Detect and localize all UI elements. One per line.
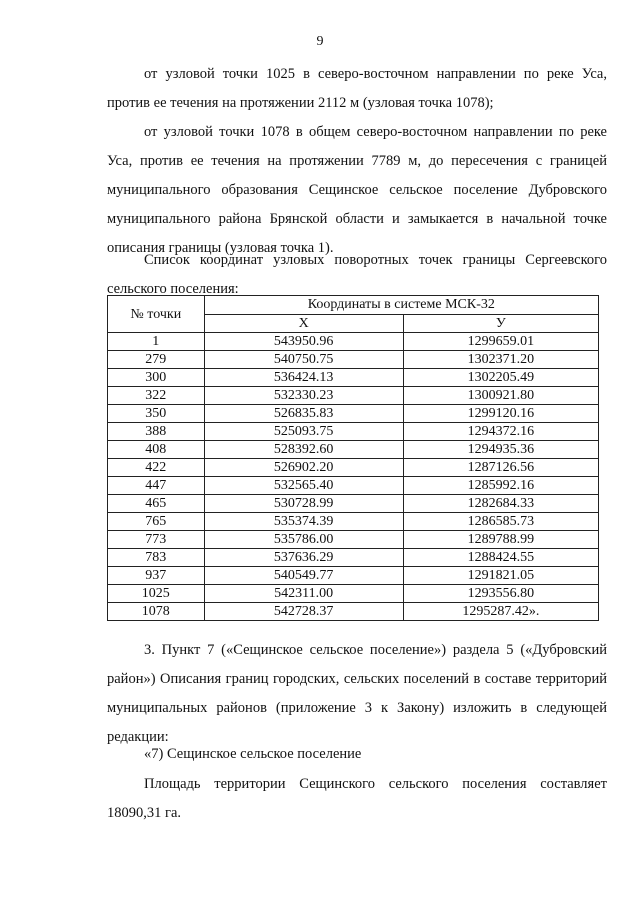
cell-point-number: 773 [108, 531, 205, 549]
cell-x: 532330.23 [204, 387, 403, 405]
cell-point-number: 322 [108, 387, 205, 405]
coordinates-table [107, 295, 599, 621]
paragraph-route-1078: от узловой точки 1078 в общем северо-восточном направлении по реке Уса, против ее течения на протяжении 7789 м, до пересечения с границей муниципального образования Сещинское сельское поселение Дубровского муниципального района Брянской области и замыкается в начальной точке описания границы (узловая точка 1). [107, 124, 607, 256]
cell-x: 540549.77 [204, 567, 403, 585]
cell-x: 526835.83 [204, 405, 403, 423]
paragraph-route-1025: от узловой точки 1025 в северо-восточном направлении по реке Уса, против ее течения на протяжении 2112 м (узловая точка 1078); [107, 66, 607, 111]
cell-point-number: 465 [108, 495, 205, 513]
paragraph-amendment-point-3: 3. Пункт 7 («Сещинское сельское поселение») раздела 5 («Дубровский район») Описания границ городских, сельских поселений в составе территорий муниципальных районов (приложение 3 к Закону) изложить в следующей редакции: [107, 642, 607, 745]
header-x: X [204, 314, 403, 333]
cell-point-number: 422 [108, 459, 205, 477]
cell-y: 1288424.55 [403, 549, 598, 567]
table-row [108, 549, 599, 567]
paragraph-area: Площадь территории Сещинского сельского поселения составляет 18090,31 га. [107, 776, 607, 821]
cell-point-number: 279 [108, 351, 205, 369]
cell-y: 1294935.36 [403, 441, 598, 459]
table-row [108, 423, 599, 441]
cell-x: 528392.60 [204, 441, 403, 459]
cell-y: 1299659.01 [403, 333, 598, 351]
cell-point-number: 1078 [108, 603, 205, 621]
table-row [108, 333, 599, 351]
page-number: 9 [316, 34, 324, 49]
table-body [108, 333, 599, 621]
table-row [108, 369, 599, 387]
table-row [108, 495, 599, 513]
cell-y: 1282684.33 [403, 495, 598, 513]
cell-y: 1286585.73 [403, 513, 598, 531]
cell-x: 537636.29 [204, 549, 403, 567]
cell-y: 1291821.05 [403, 567, 598, 585]
table-row [108, 351, 599, 369]
cell-x: 525093.75 [204, 423, 403, 441]
cell-y: 1287126.56 [403, 459, 598, 477]
cell-point-number: 408 [108, 441, 205, 459]
cell-x: 542311.00 [204, 585, 403, 603]
cell-y: 1293556.80 [403, 585, 598, 603]
cell-x: 535786.00 [204, 531, 403, 549]
cell-y: 1285992.16 [403, 477, 598, 495]
table-row [108, 459, 599, 477]
table-row [108, 585, 599, 603]
cell-x: 530728.99 [204, 495, 403, 513]
cell-point-number: 1 [108, 333, 205, 351]
cell-point-number: 350 [108, 405, 205, 423]
cell-point-number: 447 [108, 477, 205, 495]
header-point-number: № точки [108, 296, 205, 333]
cell-x: 536424.13 [204, 369, 403, 387]
cell-point-number: 1025 [108, 585, 205, 603]
cell-y: 1302205.49 [403, 369, 598, 387]
paragraph-coord-list-intro: Список координат узловых поворотных точек границы Сергеевского сельского поселения: [107, 252, 607, 297]
cell-x: 542728.37 [204, 603, 403, 621]
table-row [108, 387, 599, 405]
cell-y: 1289788.99 [403, 531, 598, 549]
cell-point-number: 783 [108, 549, 205, 567]
table-row [108, 405, 599, 423]
table-row [108, 603, 599, 621]
cell-x: 526902.20 [204, 459, 403, 477]
header-coordinate-system: Координаты в системе МСК-32 [204, 296, 598, 315]
cell-point-number: 388 [108, 423, 205, 441]
table-row [108, 477, 599, 495]
cell-x: 535374.39 [204, 513, 403, 531]
header-y: У [403, 314, 598, 333]
paragraph-section-title: «7) Сещинское сельское поселение [144, 746, 362, 762]
table-row [108, 567, 599, 585]
cell-y: 1302371.20 [403, 351, 598, 369]
cell-point-number: 300 [108, 369, 205, 387]
cell-y: 1300921.80 [403, 387, 598, 405]
cell-y: 1299120.16 [403, 405, 598, 423]
table-row [108, 531, 599, 549]
cell-y: 1294372.16 [403, 423, 598, 441]
cell-x: 543950.96 [204, 333, 403, 351]
table-row [108, 441, 599, 459]
cell-point-number: 937 [108, 567, 205, 585]
cell-x: 540750.75 [204, 351, 403, 369]
cell-x: 532565.40 [204, 477, 403, 495]
cell-point-number: 765 [108, 513, 205, 531]
cell-y: 1295287.42». [403, 603, 598, 621]
table-row [108, 513, 599, 531]
